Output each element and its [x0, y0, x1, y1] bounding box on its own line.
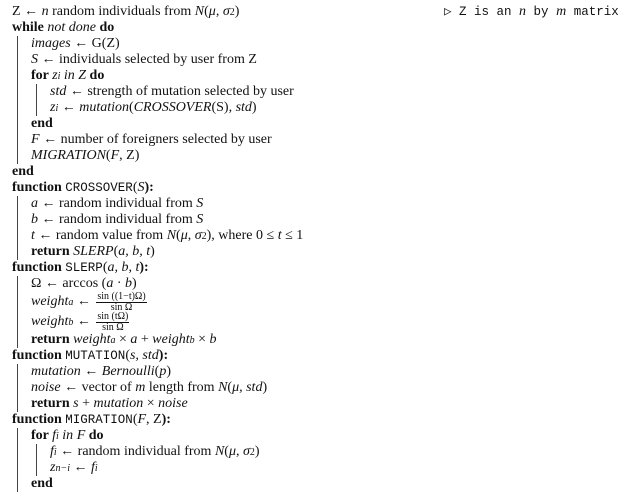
fraction: [96, 292, 146, 313]
expression-text: ,: [187, 228, 195, 243]
expression-text: a: [106, 276, 114, 291]
expression-text: 2: [229, 6, 235, 18]
expression-text: SLERP: [73, 244, 114, 259]
expression-text: b: [68, 316, 74, 328]
keyword: ):: [161, 412, 171, 427]
fraction-denominator: sin Ω: [102, 321, 124, 333]
expression-text: b: [125, 276, 132, 291]
algorithm-line: [12, 148, 622, 164]
expression-text: ): [251, 100, 257, 115]
expression-text: n−i: [55, 462, 70, 474]
algorithm-line: [12, 20, 622, 36]
expression-text: a, b, t: [118, 244, 151, 259]
expression-text: in: [58, 428, 77, 443]
expression-text: ): [132, 276, 137, 291]
expression-text: ←: [69, 460, 91, 475]
algorithm-line: [12, 332, 622, 348]
expression-text: f: [90, 460, 95, 475]
algorithm-line: [12, 428, 622, 444]
algorithm-line: [12, 164, 622, 180]
keyword: end: [12, 164, 34, 179]
expression-text: S: [31, 52, 38, 67]
expression-text: ←: [73, 294, 95, 309]
expression-text: (: [227, 380, 233, 395]
expression-text: m: [135, 380, 146, 395]
expression-text: (: [113, 244, 119, 259]
expression-text: S: [196, 212, 204, 227]
expression-text: ): [166, 364, 172, 379]
function-name: MUTATION: [65, 349, 126, 363]
expression-text: ← random individual from: [38, 212, 197, 227]
expression-text: ← random value from: [34, 228, 167, 243]
algorithm-line: [12, 312, 622, 332]
expression-text: (: [105, 148, 111, 163]
keyword: ):: [144, 180, 154, 195]
expression-text: b: [209, 332, 217, 347]
algorithm-line: [12, 180, 622, 196]
expression-text: (: [154, 364, 160, 379]
expression-text: F: [110, 148, 120, 163]
expression-text: ): [254, 444, 260, 459]
keyword: while: [12, 20, 48, 35]
expression-text: (: [125, 348, 130, 363]
expression-text: 2: [201, 230, 207, 242]
expression-text: ×: [115, 332, 131, 347]
expression-text: ×: [143, 396, 159, 411]
expression-text: t: [31, 228, 35, 243]
fraction-denominator: sin Ω: [110, 301, 133, 313]
keyword: function: [12, 180, 66, 195]
algorithm-line: [12, 212, 622, 228]
expression-text: ← random individual from: [56, 444, 215, 459]
expression-text: weight: [152, 332, 190, 347]
expression-text: std: [50, 84, 67, 99]
keyword: return: [31, 244, 74, 259]
expression-text: i: [57, 70, 61, 82]
expression-text: b: [31, 212, 38, 227]
keyword: function: [12, 412, 66, 427]
expression-text: (: [176, 228, 181, 243]
expression-text: ,: [235, 444, 243, 459]
expression-text: S: [137, 180, 145, 195]
expression-text: mutation: [79, 100, 130, 115]
algorithm-line: [12, 364, 622, 380]
fraction: [96, 312, 129, 333]
expression-text: N: [166, 228, 177, 243]
expression-text: weight: [31, 314, 69, 329]
expression-text: ,: [215, 4, 223, 19]
function-name: MIGRATION: [65, 413, 133, 427]
fraction-numerator: sin (tΩ): [97, 310, 129, 322]
expression-text: std: [235, 100, 252, 115]
expression-text: ×: [194, 332, 210, 347]
expression-text: ): [262, 380, 268, 395]
expression-text: a: [130, 332, 138, 347]
expression-text: z: [52, 68, 58, 83]
algorithm-line: [12, 68, 622, 84]
expression-text: t: [277, 228, 282, 243]
comment-text: n: [519, 4, 527, 19]
expression-text: , Z: [146, 412, 162, 427]
algorithm-line: [12, 412, 622, 428]
expression-text: (S),: [211, 100, 236, 115]
algorithm-line: [12, 276, 622, 292]
expression-text: a: [31, 196, 38, 211]
expression-text: ): [234, 4, 240, 19]
algorithm-line: [12, 196, 622, 212]
algorithm-line: [12, 244, 622, 260]
expression-text: i: [56, 430, 59, 442]
expression-text: (: [129, 100, 134, 115]
expression-text: a: [110, 334, 116, 346]
expression-text: F: [76, 428, 86, 443]
keyword: return: [31, 332, 74, 347]
expression-text: Ω ← arccos (: [31, 276, 107, 291]
function-name: CROSSOVER: [65, 181, 133, 195]
expression-text: ← random individual from: [38, 196, 197, 211]
algorithm-line: [12, 36, 622, 52]
expression-text: ≤ 1: [281, 228, 304, 243]
expression-text: images: [31, 36, 71, 51]
expression-text: i: [53, 446, 57, 458]
expression-text: z: [50, 460, 56, 475]
expression-text: ← G(Z): [70, 36, 120, 51]
block-indent-bar: [17, 460, 36, 476]
expression-text: random individuals from: [48, 4, 195, 19]
algorithm-line: [12, 460, 622, 476]
keyword: ):: [158, 348, 169, 363]
expression-text: σ: [194, 228, 202, 243]
keyword: for: [31, 68, 53, 83]
expression-text: n: [41, 4, 49, 19]
keyword: return: [31, 396, 74, 411]
expression-text: (: [132, 412, 138, 427]
algorithm-line: [12, 396, 622, 412]
algorithm-line: [12, 116, 622, 132]
algorithm-line: [12, 132, 622, 148]
block-indent-bar: [17, 100, 36, 116]
expression-text: σ: [242, 444, 250, 459]
expression-text: Z: [78, 68, 87, 83]
keyword: for: [31, 428, 53, 443]
expression-text: +: [78, 396, 94, 411]
expression-text: ), where 0 ≤: [206, 228, 278, 243]
comment-text: ▷ Z is an: [444, 5, 520, 19]
algorithm-comment: [444, 4, 619, 20]
expression-text: f: [50, 444, 54, 459]
algorithm-line: [12, 292, 622, 312]
expression-text: noise: [158, 396, 188, 411]
expression-text: (: [204, 4, 209, 19]
expression-text: μ: [228, 444, 236, 459]
expression-text: CROSSOVER: [133, 100, 212, 115]
expression-text: (: [132, 180, 138, 195]
keyword: function: [12, 348, 66, 363]
comment-text: m: [556, 4, 567, 19]
expression-text: (: [224, 444, 229, 459]
expression-text: μ: [208, 4, 216, 19]
expression-text: F: [31, 132, 40, 147]
algorithm-listing: [12, 4, 622, 492]
expression-text: μ: [180, 228, 188, 243]
keyword: end: [31, 476, 53, 491]
algorithm-line: [12, 260, 622, 276]
function-name: SLERP: [65, 261, 103, 275]
expression-text: ← individuals selected by user from Z: [38, 52, 257, 67]
expression-text: ): [150, 244, 155, 259]
algorithm-line: [12, 476, 622, 492]
expression-text: noise: [31, 380, 61, 395]
expression-text: i: [94, 462, 98, 474]
algorithm-line: [12, 444, 622, 460]
expression-text: a, b, t: [107, 260, 140, 275]
keyword: ):: [139, 260, 149, 275]
fraction-numerator: sin ((1−t)Ω): [97, 290, 146, 302]
comment-text: by: [526, 5, 557, 19]
keyword: function: [12, 260, 66, 275]
expression-text: μ, std: [232, 380, 263, 395]
expression-text: N: [214, 444, 225, 459]
expression-text: i: [55, 102, 59, 114]
expression-text: p: [159, 364, 167, 379]
expression-text: f: [52, 428, 57, 443]
comment-text: matrix: [566, 5, 619, 19]
expression-text: ·: [113, 276, 125, 291]
expression-text: weight: [31, 294, 69, 309]
algorithm-line: [12, 52, 622, 68]
expression-text: in: [60, 68, 79, 83]
expression-text: ← number of foreigners selected by user: [39, 132, 272, 147]
expression-text: , Z): [119, 148, 140, 163]
expression-text: +: [137, 332, 153, 347]
algorithm-line: [12, 84, 622, 100]
algorithm-line: [12, 348, 622, 364]
expression-text: Bernoulli: [101, 364, 155, 379]
expression-text: ← vector of: [60, 380, 136, 395]
expression-text: ← strength of mutation selected by user: [66, 84, 294, 99]
expression-text: 2: [249, 446, 255, 458]
expression-text: σ: [222, 4, 230, 19]
expression-text: length from: [145, 380, 219, 395]
expression-text: mutation: [93, 396, 144, 411]
block-indent-bar: [17, 444, 36, 460]
expression-text: ←: [73, 314, 95, 329]
expression-text: weight: [73, 332, 111, 347]
expression-text: s: [73, 396, 79, 411]
expression-text: s, std: [129, 348, 159, 363]
expression-text: MIGRATION: [31, 148, 106, 163]
expression-text: ←: [58, 100, 80, 115]
expression-text: not done: [47, 20, 96, 35]
keyword: do: [86, 68, 105, 83]
expression-text: Z ←: [12, 4, 42, 19]
expression-text: S: [196, 196, 204, 211]
algorithm-line: [12, 380, 622, 396]
expression-text: F: [137, 412, 147, 427]
algorithm-line: [12, 100, 622, 116]
keyword: do: [85, 428, 104, 443]
expression-text: b: [189, 334, 195, 346]
expression-text: (: [102, 260, 108, 275]
expression-text: a: [68, 296, 74, 308]
algorithm-line: [12, 228, 622, 244]
expression-text: ←: [80, 364, 102, 379]
expression-text: mutation: [31, 364, 81, 379]
keyword: do: [96, 20, 115, 35]
keyword: end: [31, 116, 53, 131]
expression-text: N: [194, 4, 205, 19]
expression-text: z: [50, 100, 56, 115]
block-indent-bar: [17, 84, 36, 100]
expression-text: N: [218, 380, 228, 395]
